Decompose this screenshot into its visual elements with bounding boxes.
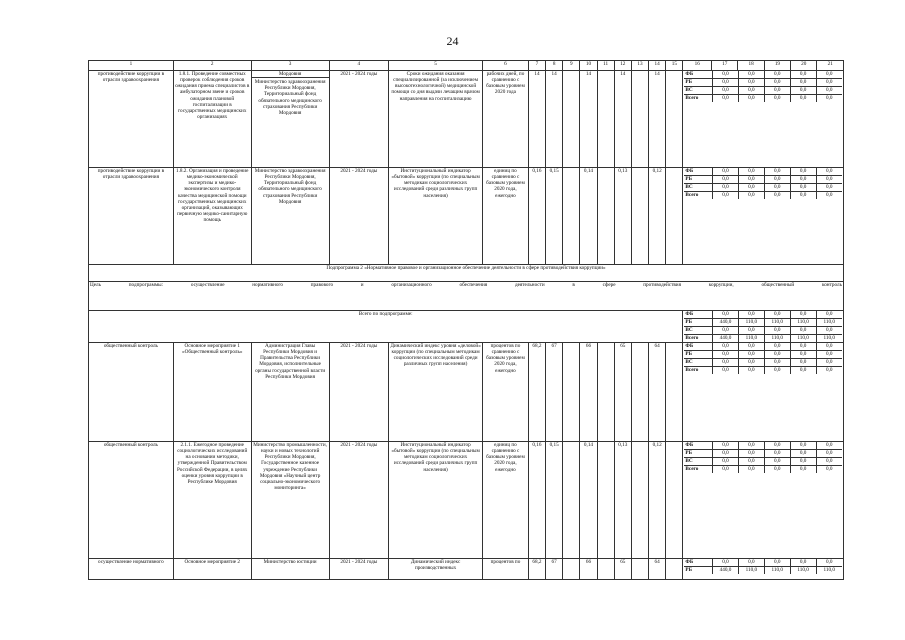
funding-value: 110,0 <box>790 335 816 343</box>
funding-value: 0,0 <box>738 559 764 567</box>
cell-period: 2021 - 2024 годы <box>329 71 389 168</box>
funding-value: 0,0 <box>816 95 842 103</box>
page-number: 24 <box>446 34 459 48</box>
funding-value: 0,0 <box>713 466 739 474</box>
funding-value: 0,0 <box>764 359 790 367</box>
cell-executor: Министерство здравоохранения Республики Мордовия, Территориальный фонд обязательного медицинского страхования Республики Мордовия <box>251 168 329 265</box>
table-row <box>89 442 844 559</box>
cell-col-9 <box>563 168 580 265</box>
funding-value: 110,0 <box>790 567 816 575</box>
funding-cell <box>683 442 844 559</box>
funding-cell <box>683 343 844 442</box>
funding-source: Всего <box>685 466 699 472</box>
cell-value-2022: 0,14 <box>580 168 597 265</box>
cell-value-2023: 0,13 <box>614 442 631 559</box>
funding-source: РБ <box>684 176 712 184</box>
funding-cell <box>683 559 844 580</box>
funding-cell <box>683 71 844 168</box>
funding-row <box>684 319 842 327</box>
cell-executor: Мордовия Министерство здравоохранения Республики Мордовия, Территориальный фонд обязательного медицинского страхования Республики Мордовия <box>251 71 329 168</box>
funding-source: ФБ <box>684 559 712 567</box>
cell-col-13 <box>631 168 648 265</box>
funding-source: ФБ <box>684 311 712 319</box>
cell-value-2022: 0,14 <box>580 442 597 559</box>
subprogram-goal: Цель подпрограммы: осуществление нормативного правового и организационного обеспечения деятельности в сфере противодействия коррупции, общественный контроль <box>89 282 844 311</box>
funding-value: 0,0 <box>790 367 816 375</box>
cell-value-2024: 0,12 <box>649 168 666 265</box>
funding-value: 110,0 <box>764 335 790 343</box>
funding-value: 0,0 <box>738 168 764 176</box>
funding-source: ВС <box>684 458 712 466</box>
funding-source: РБ <box>685 567 693 573</box>
cell-period: 2021 - 2024 годы <box>329 559 389 580</box>
funding-value: 0,0 <box>738 71 764 79</box>
cell-value-2021: 0,15 <box>546 442 563 559</box>
funding-source: ФБ <box>684 168 712 176</box>
funding-value: 0,0 <box>816 367 842 375</box>
funding-value: 0,0 <box>738 343 764 351</box>
funding-row <box>684 95 842 103</box>
funding-value: 0,0 <box>738 311 764 319</box>
funding-value: 0,0 <box>738 458 764 466</box>
column-number-11: 11 <box>597 61 614 71</box>
funding-value: 0,0 <box>816 458 842 466</box>
funding-value: 0,0 <box>738 442 764 450</box>
funding-value: 110,0 <box>764 319 790 327</box>
cell-value-2023: 65 <box>614 343 631 442</box>
funding-source: ФБ <box>684 442 712 450</box>
column-number-17: 17 <box>712 61 738 71</box>
funding-value: 0,0 <box>713 343 739 351</box>
funding-source: РБ <box>684 319 712 327</box>
cell-direction: противодействие коррупции в отрасли здравоохранения <box>89 71 174 168</box>
funding-value: 110,0 <box>764 567 790 575</box>
cell-activity: Основное мероприятие 1 «Общественный контроль» <box>173 343 251 442</box>
funding-source: Всего <box>685 192 699 198</box>
funding-value: 0,0 <box>738 367 764 375</box>
funding-row <box>684 343 842 351</box>
cell-col-11 <box>597 71 614 168</box>
funding-value: 0,0 <box>738 450 764 458</box>
cell-period: 2021 - 2024 годы <box>329 442 389 559</box>
column-number-15: 15 <box>666 61 683 71</box>
column-number-14: 14 <box>649 61 666 71</box>
funding-value: 0,0 <box>790 95 816 103</box>
funding-table <box>684 168 842 199</box>
funding-value: 0,0 <box>764 192 790 200</box>
funding-value: 0,0 <box>713 367 739 375</box>
cell-col-9 <box>563 442 580 559</box>
column-number-10: 10 <box>580 61 597 71</box>
cell-col-15 <box>666 168 683 265</box>
funding-value: 0,0 <box>790 327 816 335</box>
funding-value: 0,0 <box>790 311 816 319</box>
funding-source: РБ <box>684 450 712 458</box>
funding-value: 0,0 <box>713 95 739 103</box>
cell-value-2023: 14 <box>614 71 631 168</box>
funding-row <box>684 327 842 335</box>
cell-value-2021: 14 <box>546 71 563 168</box>
cell-indicator: Динамический индекс производственных <box>389 559 483 580</box>
cell-executor: Министерство юстиции <box>251 559 329 580</box>
column-number-7: 7 <box>528 61 545 71</box>
cell-activity: 2.1.1. Ежегодное проведение социологических исследований на основании методики, утвержденной Правительством Российской Федерации, в целях оценки уровня коррупции в Республике Мордовия <box>173 442 251 559</box>
funding-value: 0,0 <box>790 450 816 458</box>
cell-unit: процентов по сравнению с базовым уровнем 2020 года, ежегодно <box>483 343 529 442</box>
funding-row <box>684 87 842 95</box>
funding-table <box>684 71 842 102</box>
column-number-13: 13 <box>631 61 648 71</box>
funding-value: 0,0 <box>816 450 842 458</box>
funding-value: 0,0 <box>764 559 790 567</box>
table-row <box>89 343 844 442</box>
cell-activity: Основное мероприятие 2 <box>173 559 251 580</box>
cell-col-11 <box>597 442 614 559</box>
cell-col-15 <box>666 442 683 559</box>
cell-value-2023: 65 <box>614 559 631 580</box>
funding-value: 0,0 <box>738 192 764 200</box>
funding-row <box>684 192 842 200</box>
funding-value: 0,0 <box>713 450 739 458</box>
funding-value: 0,0 <box>764 79 790 87</box>
funding-value: 0,0 <box>816 71 842 79</box>
cell-value-2022: 66 <box>580 559 597 580</box>
funding-row <box>684 351 842 359</box>
cell-col-11 <box>597 343 614 442</box>
funding-value: 0,0 <box>790 458 816 466</box>
column-number-9: 9 <box>563 61 580 71</box>
column-number-20: 20 <box>791 61 817 71</box>
funding-value: 0,0 <box>713 192 739 200</box>
funding-value: 110,0 <box>738 319 764 327</box>
subprogram-total-row <box>89 311 844 343</box>
funding-value: 0,0 <box>738 176 764 184</box>
funding-source: Всего <box>685 95 699 101</box>
program-table <box>88 60 844 580</box>
cell-period: 2021 - 2024 годы <box>329 343 389 442</box>
cell-value-2021: 67 <box>546 343 563 442</box>
funding-value: 110,0 <box>816 335 842 343</box>
funding-row <box>684 184 842 192</box>
funding-row <box>684 450 842 458</box>
funding-value: 0,0 <box>764 442 790 450</box>
column-number-21: 21 <box>817 61 844 71</box>
funding-value: 0,0 <box>790 343 816 351</box>
cell-indicator: Динамический индекс уровня «деловой» коррупции (по специальным методикам социологических исследований среди различных групп населения) <box>389 343 483 442</box>
cell-executor: Министерство промышленности, науки и новых технологий Республики Мордовия, Государственное казенное учреждение Республики Мордовия «Научный центр социально-экономического мониторинга» <box>251 442 329 559</box>
cell-col-15 <box>666 559 683 580</box>
table-row <box>89 168 844 265</box>
funding-value: 0,0 <box>790 176 816 184</box>
funding-value: 0,0 <box>790 192 816 200</box>
funding-value: 0,0 <box>790 87 816 95</box>
funding-row <box>684 335 842 343</box>
cell-col-15 <box>666 71 683 168</box>
funding-value: 440,0 <box>713 319 739 327</box>
funding-value: 0,0 <box>790 559 816 567</box>
funding-source: ФБ <box>684 71 712 79</box>
cell-col-11 <box>597 168 614 265</box>
cell-col-9 <box>563 343 580 442</box>
cell-activity: 1.8.2. Организация и проведение медико-экономической экспертизы и медико-экономического контроля качества медицинской помощи государственных медицинских организаций, оказывающих первичную медико-санитарную помощь <box>173 168 251 265</box>
cell-col-13 <box>631 343 648 442</box>
funding-value: 0,0 <box>713 87 739 95</box>
cell-base-value: 14 <box>528 71 545 168</box>
funding-value: 0,0 <box>816 343 842 351</box>
funding-value: 0,0 <box>738 79 764 87</box>
cell-value-2024: 64 <box>649 343 666 442</box>
cell-indicator: Сроки ожидания оказания специализированной (за исключением высокотехнологичной) медицинской помощи со дня выдачи лечащим врачом направления на госпитализацию <box>389 71 483 168</box>
cell-col-13 <box>631 559 648 580</box>
funding-table <box>684 311 842 342</box>
funding-value: 0,0 <box>790 168 816 176</box>
funding-value: 110,0 <box>738 567 764 575</box>
funding-value: 0,0 <box>713 351 739 359</box>
funding-row <box>684 311 842 319</box>
cell-value-2021: 67 <box>546 559 563 580</box>
funding-value: 0,0 <box>816 351 842 359</box>
funding-value: 0,0 <box>816 311 842 319</box>
funding-value: 0,0 <box>738 184 764 192</box>
funding-source: ВС <box>684 87 712 95</box>
column-number-5: 5 <box>389 61 483 71</box>
cell-value-2024: 0,12 <box>649 442 666 559</box>
funding-value: 440,0 <box>713 567 739 575</box>
funding-value: 0,0 <box>816 192 842 200</box>
funding-value: 0,0 <box>764 343 790 351</box>
column-number-6: 6 <box>483 61 529 71</box>
cell-base-value: 68,2 <box>528 559 545 580</box>
funding-value: 0,0 <box>816 184 842 192</box>
subprogram-title: Подпрограмма 2 «Нормативное правовое и организационное обеспечение деятельности в сфере противодействия коррупции» <box>89 265 844 282</box>
cell-direction: противодействие коррупции в отрасли здравоохранения <box>89 168 174 265</box>
funding-row <box>684 176 842 184</box>
funding-value: 0,0 <box>764 87 790 95</box>
funding-row <box>684 367 842 375</box>
funding-value: 0,0 <box>713 176 739 184</box>
funding-source: Всего <box>685 335 699 341</box>
funding-value: 0,0 <box>816 559 842 567</box>
funding-value: 0,0 <box>764 71 790 79</box>
funding-row <box>684 559 842 567</box>
cell-executor: Администрация Главы Республики Мордовия и Правительства Республики Мордовия, исполнительные органы государственной власти Республики Мордовия <box>251 343 329 442</box>
funding-cell <box>683 168 844 265</box>
fragment-top: Мордовия <box>252 71 329 78</box>
cell-col-11 <box>597 559 614 580</box>
funding-value: 0,0 <box>816 442 842 450</box>
funding-value: 0,0 <box>790 184 816 192</box>
funding-value: 0,0 <box>816 176 842 184</box>
cell-unit: единиц по сравнению с базовым уровнем 2020 года, ежегодно <box>483 442 529 559</box>
cell-direction: осуществление нормативного <box>89 559 174 580</box>
funding-table <box>684 343 842 374</box>
cell-value-2024: 14 <box>649 71 666 168</box>
funding-source: ВС <box>684 184 712 192</box>
subprogram-title-row <box>89 265 844 282</box>
funding-value: 0,0 <box>713 71 739 79</box>
funding-value: 0,0 <box>790 71 816 79</box>
funding-value: 0,0 <box>790 466 816 474</box>
cell-value-2022: 66 <box>580 343 597 442</box>
cell-unit: единиц по сравнению с базовым уровнем 2020 года, ежегодно <box>483 168 529 265</box>
funding-source: ФБ <box>684 343 712 351</box>
funding-row <box>684 71 842 79</box>
cell-value-2022: 14 <box>580 71 597 168</box>
funding-value: 0,0 <box>816 327 842 335</box>
funding-value: 110,0 <box>738 335 764 343</box>
funding-value: 0,0 <box>764 351 790 359</box>
funding-value: 0,0 <box>764 95 790 103</box>
funding-value: 0,0 <box>816 466 842 474</box>
funding-row <box>684 567 842 575</box>
cell-col-13 <box>631 71 648 168</box>
cell-base-value: 68,2 <box>528 343 545 442</box>
column-number-12: 12 <box>614 61 631 71</box>
funding-value: 0,0 <box>790 79 816 87</box>
funding-source: РБ <box>684 351 712 359</box>
column-number-19: 19 <box>764 61 790 71</box>
column-number-2: 2 <box>173 61 251 71</box>
funding-value: 110,0 <box>816 319 842 327</box>
funding-value: 0,0 <box>738 95 764 103</box>
funding-value: 0,0 <box>713 442 739 450</box>
cell-col-15 <box>666 343 683 442</box>
funding-value: 0,0 <box>713 359 739 367</box>
funding-value: 0,0 <box>713 184 739 192</box>
cell-indicator: Институциональный индикатор «бытовой» коррупции (по специальным методикам социологических исследований среди различных групп населения) <box>389 442 483 559</box>
funding-value: 0,0 <box>713 559 739 567</box>
funding-value: 0,0 <box>764 311 790 319</box>
funding-value: 110,0 <box>816 567 842 575</box>
funding-cell <box>683 311 844 343</box>
cell-base-value: 0,16 <box>528 442 545 559</box>
cell-unit: процентов по <box>483 559 529 580</box>
funding-value: 0,0 <box>738 359 764 367</box>
cell-period: 2021 - 2024 годы <box>329 168 389 265</box>
cell-base-value: 0,16 <box>528 168 545 265</box>
subprogram-total-label: Всего по подпрограмме: <box>89 311 683 343</box>
cell-value-2023: 0,13 <box>614 168 631 265</box>
funding-table <box>684 442 842 473</box>
funding-value: 0,0 <box>764 466 790 474</box>
funding-value: 0,0 <box>713 327 739 335</box>
funding-value: 0,0 <box>764 367 790 375</box>
funding-value: 0,0 <box>713 168 739 176</box>
funding-value: 0,0 <box>738 351 764 359</box>
cell-activity: 1.8.1. Проведение совместных проверок соблюдения сроков ожидания приема специалистов в амбулаторном звене и сроков ожидания плановой госпитализации в государственных медицинских организациях <box>173 71 251 168</box>
funding-value: 0,0 <box>713 458 739 466</box>
funding-value: 440,0 <box>713 335 739 343</box>
cell-value-2024: 64 <box>649 559 666 580</box>
funding-value: 0,0 <box>738 466 764 474</box>
cell-unit: рабочих дней, по сравнению с базовым уровнем 2020 года <box>483 71 529 168</box>
cell-direction: общественный контроль <box>89 343 174 442</box>
funding-value: 0,0 <box>816 168 842 176</box>
funding-value: 0,0 <box>764 458 790 466</box>
column-number-4: 4 <box>329 61 389 71</box>
funding-value: 0,0 <box>764 327 790 335</box>
cell-col-9 <box>563 559 580 580</box>
funding-value: 0,0 <box>790 351 816 359</box>
table-body <box>89 61 844 580</box>
cell-col-9 <box>563 71 580 168</box>
funding-value: 0,0 <box>764 176 790 184</box>
funding-row <box>684 168 842 176</box>
funding-row <box>684 466 842 474</box>
funding-value: 0,0 <box>816 79 842 87</box>
funding-source: ВС <box>684 327 712 335</box>
cell-indicator: Институциональный индикатор «бытовой» коррупции (по специальным методикам социологических исследований среди различных групп населения) <box>389 168 483 265</box>
funding-row <box>684 442 842 450</box>
funding-value: 0,0 <box>764 184 790 192</box>
funding-source: ВС <box>684 359 712 367</box>
funding-table <box>684 559 842 574</box>
funding-value: 110,0 <box>790 319 816 327</box>
funding-value: 0,0 <box>713 79 739 87</box>
funding-row <box>684 79 842 87</box>
cell-direction: общественный контроль <box>89 442 174 559</box>
column-number-16: 16 <box>683 61 712 71</box>
funding-source: Всего <box>685 367 699 373</box>
funding-value: 0,0 <box>764 168 790 176</box>
funding-value: 0,0 <box>738 327 764 335</box>
table-row <box>89 71 844 168</box>
cell-col-13 <box>631 442 648 559</box>
funding-value: 0,0 <box>764 450 790 458</box>
header-row <box>89 61 844 71</box>
subprogram-goal-row <box>89 282 844 311</box>
funding-value: 0,0 <box>713 311 739 319</box>
column-number-18: 18 <box>738 61 764 71</box>
column-number-1: 1 <box>89 61 174 71</box>
funding-source: РБ <box>684 79 712 87</box>
table-row <box>89 559 844 580</box>
cell-value-2021: 0,15 <box>546 168 563 265</box>
column-number-8: 8 <box>546 61 563 71</box>
funding-row <box>684 458 842 466</box>
funding-value: 0,0 <box>790 359 816 367</box>
column-number-3: 3 <box>251 61 329 71</box>
funding-row <box>684 359 842 367</box>
funding-value: 0,0 <box>790 442 816 450</box>
funding-value: 0,0 <box>816 359 842 367</box>
funding-value: 0,0 <box>816 87 842 95</box>
funding-value: 0,0 <box>738 87 764 95</box>
